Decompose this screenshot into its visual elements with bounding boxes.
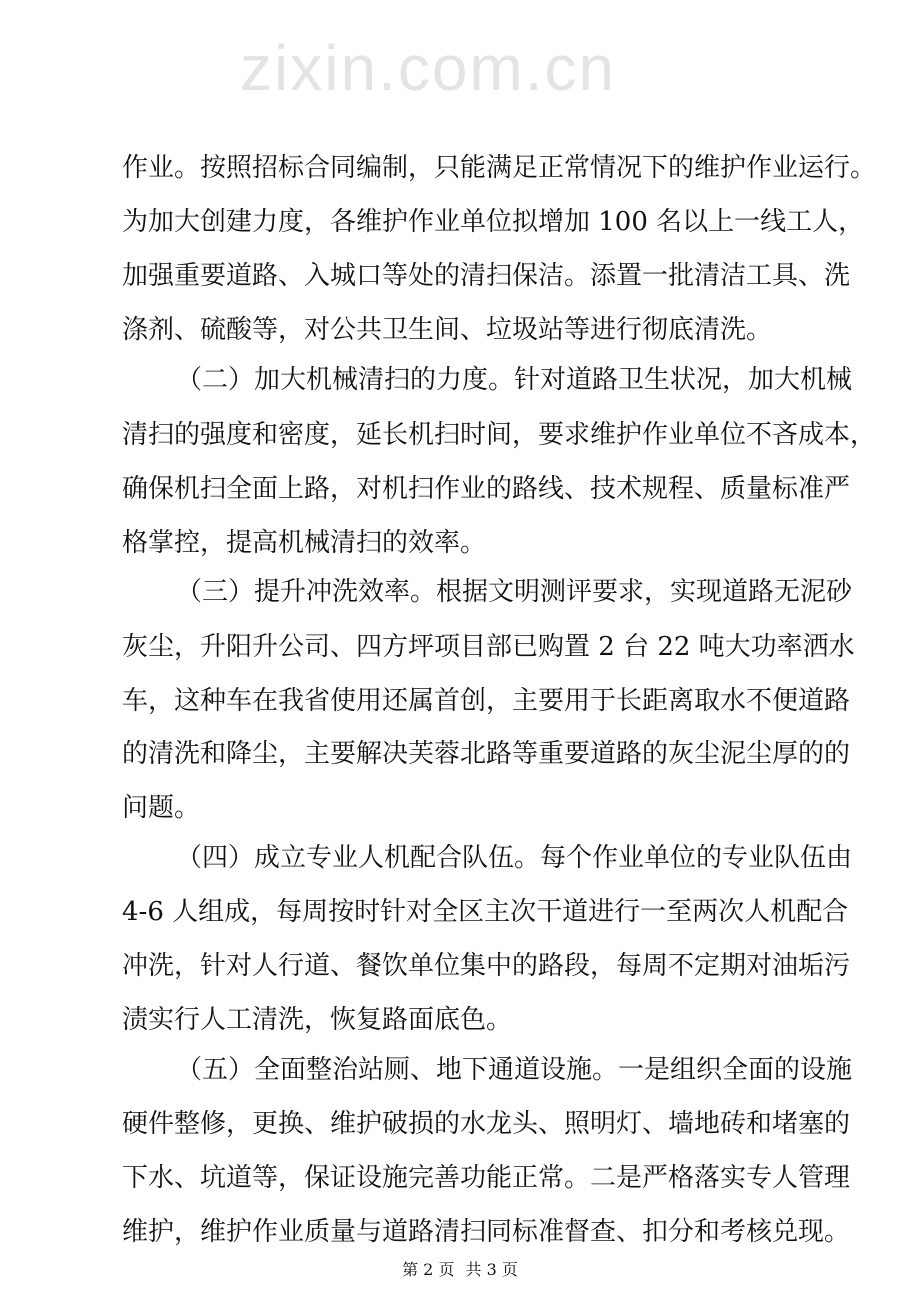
text-line: 加强重要道路、入城口等处的清扫保洁。添置一批清洁工具、洗 — [122, 261, 851, 291]
text-line: 维护，维护作业质量与道路清扫同标准督查、扣分和考核兑现。 — [122, 1217, 851, 1247]
paragraph-heading-line: （三）提升冲洗效率。根据文明测评要求，实现道路无泥砂 — [176, 577, 853, 607]
page-number: 第 2 页 — [402, 1260, 455, 1279]
text-line: 渍实行人工清洗，恢复路面底色。 — [122, 1005, 513, 1035]
text-line: 冲洗，针对人行道、餐饮单位集中的路段，每周不定期对油垢污 — [122, 951, 851, 981]
page-footer — [0, 1258, 920, 1282]
text-line: 灰尘，升阳升公司、四方坪项目部已购置 2 台 22 吨大功率洒水 — [122, 632, 855, 662]
text-line: 为加大创建力度，各维护作业单位拟增加 100 名以上一线工人， — [122, 207, 865, 237]
text-line: 4-6 人组成，每周按时针对全区主次干道进行一至两次人机配合 — [122, 897, 849, 927]
text-line: 问题。 — [122, 793, 201, 823]
watermark: zixin.com.cn — [240, 32, 617, 104]
text-line: 车，这种车在我省使用还属首创，主要用于长距离取水不便道路 — [122, 686, 851, 716]
text-line: 确保机扫全面上路，对机扫作业的路线、技术规程、质量标准严 — [122, 474, 851, 504]
paragraph-heading-line: （五）全面整治站厕、地下通道设施。一是组织全面的设施 — [176, 1055, 853, 1085]
text-line: 作业。按照招标合同编制，只能满足正常情况下的维护作业运行。 — [122, 153, 877, 183]
text-line: 清扫的强度和密度，延长机扫时间，要求维护作业单位不吝成本， — [122, 420, 877, 450]
paragraph-heading-line: （二）加大机械清扫的力度。针对道路卫生状况，加大机械 — [176, 365, 853, 395]
text-line: 涤剂、硫酸等，对公共卫生间、垃圾站等进行彻底清洗。 — [122, 315, 773, 345]
paragraph-heading-line: （四）成立专业人机配合队伍。每个作业单位的专业队伍由 — [176, 843, 853, 873]
text-line: 的清洗和降尘，主要解决芙蓉北路等重要道路的灰尘泥尘厚的的 — [122, 739, 851, 769]
text-line: 下水、坑道等，保证设施完善功能正常。二是严格落实专人管理 — [122, 1163, 851, 1193]
text-line: 硬件整修，更换、维护破损的水龙头、照明灯、墙地砖和堵塞的 — [122, 1109, 851, 1139]
text-line: 格掌控，提高机械清扫的效率。 — [122, 528, 487, 558]
page-total: 共 3 页 — [465, 1260, 518, 1279]
